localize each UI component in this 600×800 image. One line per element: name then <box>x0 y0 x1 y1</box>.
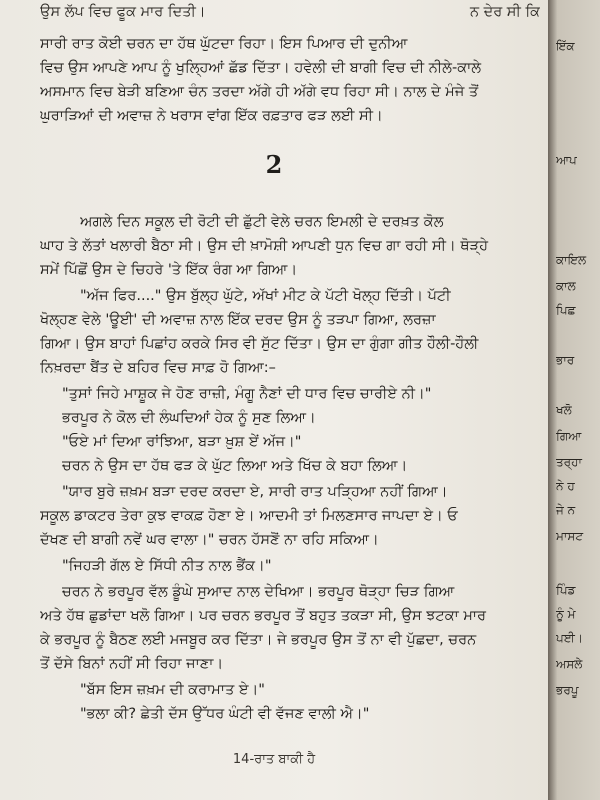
side-fragment: ਪਿੰਡ <box>556 583 576 597</box>
paragraph2-line: "ਤੁਸਾਂ ਜਿਹੇ ਮਾਸ਼ੂਕ ਜੇ ਹੋਣ ਰਾਜ਼ੀ, ਮੰਗੂ ਨੈਣਾਂ ਦੀ ਧਾਰ ਵਿਚ ਚਾਰੀਏ ਨੀ।" <box>62 386 432 402</box>
side-fragment: ਨੂੰ ਮੇ <box>556 607 576 621</box>
paragraph2-line: ਖੋਲ੍ਹਣ ਵੇਲੇ 'ਊਈ' ਦੀ ਅਵਾਜ਼ ਨਾਲ ਇੱਕ ਦਰਦ ਉਸ ਨੂੰ ਤੜਪਾ ਗਿਆ, ਲਰਜ਼ਾ <box>40 312 436 328</box>
paragraph2-line: ਨਿਖ਼ਰਦਾ ਬੈਂਤ ਦੇ ਬਹਿਰ ਵਿਚ ਸਾਫ਼ ਹੋ ਗਿਆ:– <box>40 360 276 376</box>
paragraph2-line: "ਓਏ ਮਾਂ ਦਿਆ ਰਾਂਝਿਆ, ਬੜਾ ਖ਼ੁਸ਼ ਏਂ ਅੱਜ।" <box>62 434 302 450</box>
paragraph2-line: ਅਤੇ ਹੱਥ ਛੁਡਾਂਦਾ ਖਲੋ ਗਿਆ। ਪਰ ਚਰਨ ਭਰਪੂਰ ਤੋਂ ਬਹੁਤ ਤਕੜਾ ਸੀ, ਉਸ ਝਟਕਾ ਮਾਰ <box>40 608 487 624</box>
side-fragment: ਕਾਲ <box>556 279 576 293</box>
side-fragment: ਗਿਆ <box>556 429 582 443</box>
paragraph2-line: "ਯਾਰ ਬੁਰੇ ਜ਼ਖ਼ਮ ਬੜਾ ਦਰਦ ਕਰਦਾ ਏ, ਸਾਰੀ ਰਾਤ ਪੜ੍ਹਿਆ ਨਹੀਂ ਗਿਆ। <box>62 484 448 500</box>
paragraph2-line: "ਜਿਹੜੀ ਗੱਲ ਏ ਸਿੱਧੀ ਨੀਤ ਨਾਲ ਭੈਂਕ।" <box>62 558 272 574</box>
side-fragment: ਤਰ੍ਹਾ <box>556 455 582 469</box>
side-fragment: ਆਪ <box>556 153 577 167</box>
paragraph2-line: ਘਾਹ ਤੇ ਲੱਤਾਂ ਖਲਾਰੀ ਬੈਠਾ ਸੀ। ਉਸ ਦੀ ਖ਼ਾਮੋਸ਼ੀ ਆਪਣੀ ਧੁਨ ਵਿਚ ਗਾ ਰਹੀ ਸੀ। ਥੋੜ੍ਹੇ <box>40 238 488 254</box>
paragraph2-line: ਅਗਲੇ ਦਿਨ ਸਕੂਲ ਦੀ ਰੋਟੀ ਦੀ ਛੁੱਟੀ ਵੇਲੇ ਚਰਨ ਇਮਲੀ ਦੇ ਦਰਖ਼ਤ ਕੋਲ <box>80 214 444 230</box>
paragraph1-line: ਵਿਚ ਉਸ ਆਪਣੇ ਆਪ ਨੂੰ ਖੁਲ੍ਹਿਆਂ ਛੱਡ ਦਿੱਤਾ। ਹਵੇਲੀ ਦੀ ਬਾਗੀ ਵਿਚ ਦੀ ਨੀਲੇ-ਕਾਲੇ <box>40 60 482 76</box>
side-fragment: ਅਸਲੇ <box>556 657 583 671</box>
paragraph1-line: ਘੁਰਾੜਿਆਂ ਦੀ ਅਵਾਜ਼ ਨੇ ਖਰਾਸ ਵਾਂਗ ਇੱਕ ਰਫ਼ਤਾਰ ਫੜ ਲਈ ਸੀ। <box>40 108 383 124</box>
side-fragment: ਭਰਪੂ <box>556 683 579 697</box>
paragraph2-line: ਚਰਨ ਨੇ ਭਰਪੂਰ ਵੱਲ ਡੂੰਘੇ ਸੁਆਦ ਨਾਲ ਦੇਖਿਆ। ਭਰਪੂਰ ਥੋੜ੍ਹਾ ਚਿੜ ਗਿਆ <box>62 584 455 600</box>
side-fragment: ਇੱਕ <box>556 39 575 53</box>
paragraph2-line: ਚਰਨ ਨੇ ਉਸ ਦਾ ਹੱਥ ਫੜ ਕੇ ਘੁੱਟ ਲਿਆ ਅਤੇ ਖਿੱਚ ਕੇ ਬਹਾ ਲਿਆ। <box>62 458 408 474</box>
paragraph2-line: ਸਕੂਲ ਡਾਕਟਰ ਤੇਰਾ ਕੁਝ ਵਾਕਫ਼ ਹੋਣਾ ਏ। ਆਦਮੀ ਤਾਂ ਮਿਲਣਸਾਰ ਜਾਪਦਾ ਏ। ਓ <box>40 508 458 524</box>
side-fragment: ਪਈ। <box>556 631 583 645</box>
side-fragment: ਮਾਸਟ <box>556 529 584 543</box>
paragraph2-line: ਗਿਆ। ਉਸ ਬਾਹਾਂ ਪਿਛਾਂਹ ਕਰਕੇ ਸਿਰ ਵੀ ਸੁੱਟ ਦਿੱਤਾ। ਉਸ ਦਾ ਗੁੰਗਾ ਗੀਤ ਹੌਲੀ-ਹੌਲੀ <box>40 336 479 352</box>
paragraph2-line: ਦੱਖਣ ਦੀ ਬਾਗੀ ਨਵੇਂ ਘਰ ਵਾਲਾ।" ਚਰਨ ਹੱਸਣੋਂ ਨਾ ਰਹਿ ਸਕਿਆ। <box>40 532 379 548</box>
side-fragment: ਕਾਇਲ <box>556 253 587 267</box>
paragraph2-line: ਤੋਂ ਦੱਸੇ ਬਿਨਾਂ ਨਹੀਂ ਸੀ ਰਿਹਾ ਜਾਣਾ। <box>40 656 224 672</box>
paragraph1-line: ਅਸਮਾਨ ਵਿਚ ਬੇੜੀ ਬਣਿਆ ਚੰਨ ਤਰਦਾ ਅੱਗੇ ਹੀ ਅੱਗੇ ਵਧ ਰਿਹਾ ਸੀ। ਨਾਲ ਦੇ ਮੰਜੇ ਤੋਂ <box>40 84 479 100</box>
paragraph2-line: ਕੇ ਭਰਪੂਰ ਨੂੰ ਬੈਠਣ ਲਈ ਮਜਬੂਰ ਕਰ ਦਿੱਤਾ। ਜੇ ਭਰਪੂਰ ਉਸ ਤੋਂ ਨਾ ਵੀ ਪੁੱਛਦਾ, ਚਰਨ <box>40 632 477 648</box>
page-footer: 14-ਰਾਤ ਬਾਕੀ ਹੈ <box>232 752 316 767</box>
chapter-number: 2 <box>265 150 283 179</box>
side-fragment: ਭਾਰ <box>556 353 575 367</box>
paragraph1-line: ਸਾਰੀ ਰਾਤ ਕੋਈ ਚਰਨ ਦਾ ਹੱਥ ਘੁੱਟਦਾ ਰਿਹਾ। ਇਸ ਪਿਆਰ ਦੀ ਦੁਨੀਆ <box>40 36 408 52</box>
side-fragment: ਜੇ ਨ <box>556 503 576 517</box>
paragraph2-line: "ਅੱਜ ਫਿਰ...." ਉਸ ਬੁੱਲ੍ਹ ਘੁੱਟੇ, ਅੱਖਾਂ ਮੀਟ ਕੇ ਪੱਟੀ ਖੋਲ੍ਹ ਦਿੱਤੀ। ਪੱਟੀ <box>80 288 451 304</box>
paragraph2-line: "ਬੱਸ ਇਸ ਜ਼ਖ਼ਮ ਦੀ ਕਰਾਮਾਤ ਏ।" <box>80 682 265 698</box>
side-fragment: ਪਿਛ <box>556 303 576 317</box>
paragraph2-line: "ਭਲਾ ਕੀ? ਛੇਤੀ ਦੱਸ ਉੱਧਰ ਘੰਟੀ ਵੀ ਵੱਜਣ ਵਾਲੀ ਐ।" <box>80 706 370 722</box>
top-partial-line: ਉਸ ਲੱਪ ਵਿਚ ਫੂਕ ਮਾਰ ਦਿਤੀ। <box>40 4 206 20</box>
paragraph2-line: ਭਰਪੂਰ ਨੇ ਕੋਲ ਦੀ ਲੰਘਦਿਆਂ ਹੇਕ ਨੂੰ ਸੁਣ ਲਿਆ। <box>62 410 316 426</box>
top-right-fragment: ਨ ਦੇਰ ਸੀ ਕਿ <box>469 4 540 20</box>
side-fragment: ਨੇ ਹ <box>556 479 575 493</box>
paragraph2-line: ਸਮੇਂ ਪਿੱਛੋਂ ਉਸ ਦੇ ਚਿਹਰੇ 'ਤੇ ਇੱਕ ਰੰਗ ਆ ਗਿਆ। <box>40 262 298 278</box>
side-fragment: ਖਲੋ <box>556 403 572 417</box>
